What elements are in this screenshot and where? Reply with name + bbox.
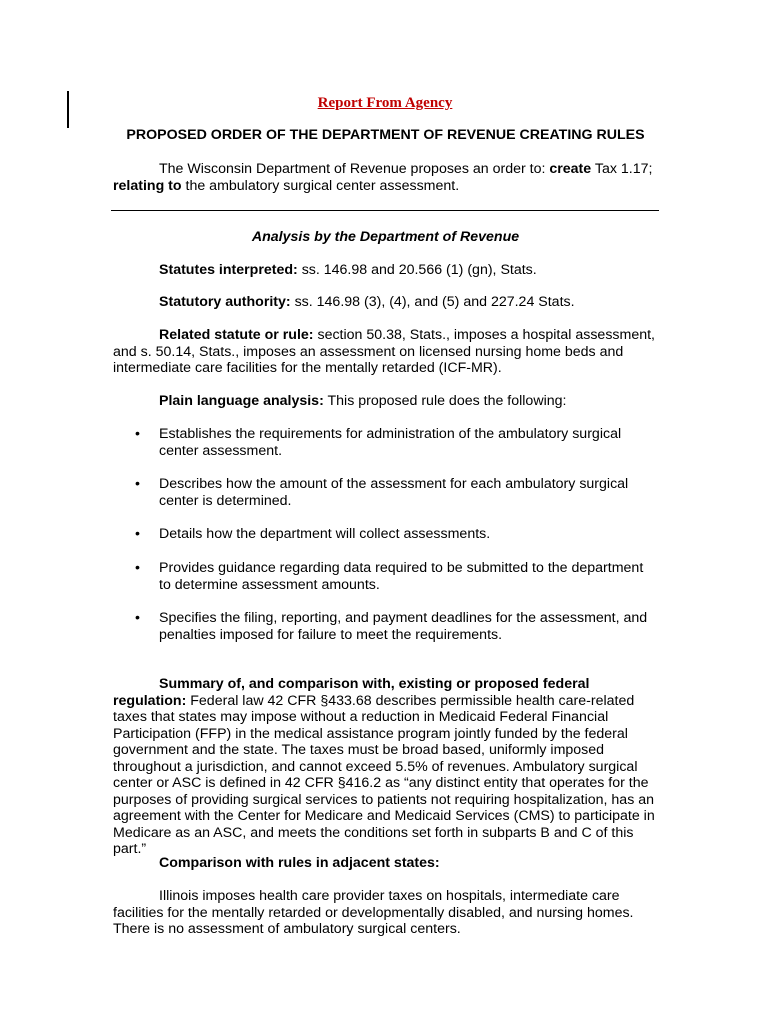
intro-text-3: the ambulatory surgical center assessment.	[181, 177, 460, 194]
authority-text: ss. 146.98 (3), (4), and (5) and 227.24 Stats.	[290, 294, 575, 310]
statutes-text: ss. 146.98 and 20.566 (1) (gn), Stats.	[297, 262, 537, 278]
adjacent-states-heading	[113, 855, 658, 872]
statutory-authority	[113, 294, 658, 311]
list-item-text: Provides guidance regarding data required to be submitted to the department to determine assessment amounts.	[159, 560, 644, 593]
horizontal-rule	[111, 210, 659, 211]
related-statute	[113, 327, 658, 377]
list-item	[113, 476, 658, 509]
bullet-icon: •	[135, 560, 140, 576]
list-item	[113, 560, 658, 593]
analysis-heading: Analysis by the Department of Revenue	[251, 229, 520, 245]
list-item-text: Details how the department will collect assessments.	[159, 526, 491, 542]
intro-paragraph	[113, 161, 658, 194]
plain-language-analysis	[113, 393, 658, 410]
bullet-icon: •	[135, 476, 140, 492]
list-item	[113, 526, 658, 543]
federal-text: Federal law 42 CFR §433.68 describes permissible health care-related taxes that states may impose without a reduction in Medicaid Federal Financial Participation (FFP) in the medical assistance program jointly funded by the federal government and the state. The taxes must be broad based, uniformly imposed throughout a jurisdiction, and cannot exceed 5.5% of revenues. Ambulatory surgical center or ASC is defined in 42 CFR §416.2 as “any distinct entity that operates for the purposes of providing surgical services to patients not requiring hospitalization, has an agreement with the Center for Medicare and Medicaid Services (CMS) to participate in Medicare as an ASC, and meets the conditions set forth in subparts B and C of this part.”	[113, 692, 655, 857]
related-label: Related statute or rule:	[159, 327, 314, 343]
adjacent-heading: Comparison with rules in adjacent states:	[159, 855, 440, 871]
federal-label: Summary of, and comparison with, existing or proposed federal regulation:	[113, 676, 590, 709]
authority-label: Statutory authority:	[159, 294, 291, 310]
list-item-text: Specifies the filing, reporting, and payment deadlines for the assessment, and penalties imposed for failure to meet the requirements.	[159, 610, 648, 643]
plain-text: This proposed rule does the following:	[323, 393, 567, 409]
list-item-text: Describes how the amount of the assessment for each ambulatory surgical center is determined.	[159, 476, 629, 509]
intro-text-1: The Wisconsin Department of Revenue proposes an order to:	[159, 161, 550, 177]
illinois-paragraph: Illinois imposes health care provider taxes on hospitals, intermediate care facilities for the mentally retarded or developmentally disabled, and nursing homes. There is no assessment of ambulatory surgical centers.	[113, 888, 634, 937]
list-item	[113, 426, 658, 459]
statutes-interpreted	[113, 262, 658, 279]
federal-regulation-summary	[113, 676, 658, 858]
bullet-icon: •	[135, 426, 140, 442]
bullet-icon: •	[135, 610, 140, 626]
agency-title: Report From Agency	[317, 95, 453, 111]
create-label: create	[549, 161, 592, 177]
related-text: section 50.38, Stats., imposes a hospital assessment, and s. 50.14, Stats., imposes an assessment on licensed nursing home beds and intermediate care facilities for the mentally retarded (ICF-MR).	[113, 327, 655, 376]
order-title: PROPOSED ORDER OF THE DEPARTMENT OF REVENUE CREATING RULES	[126, 127, 645, 143]
list-item	[113, 610, 658, 643]
relating-to-label: relating to	[113, 177, 182, 194]
plain-label: Plain language analysis:	[159, 393, 324, 409]
intro-text-2: Tax 1.17;	[591, 161, 653, 177]
statutes-label: Statutes interpreted:	[159, 262, 298, 278]
bullet-icon: •	[135, 526, 140, 542]
list-item-text: Establishes the requirements for administration of the ambulatory surgical center assessment.	[159, 426, 622, 459]
